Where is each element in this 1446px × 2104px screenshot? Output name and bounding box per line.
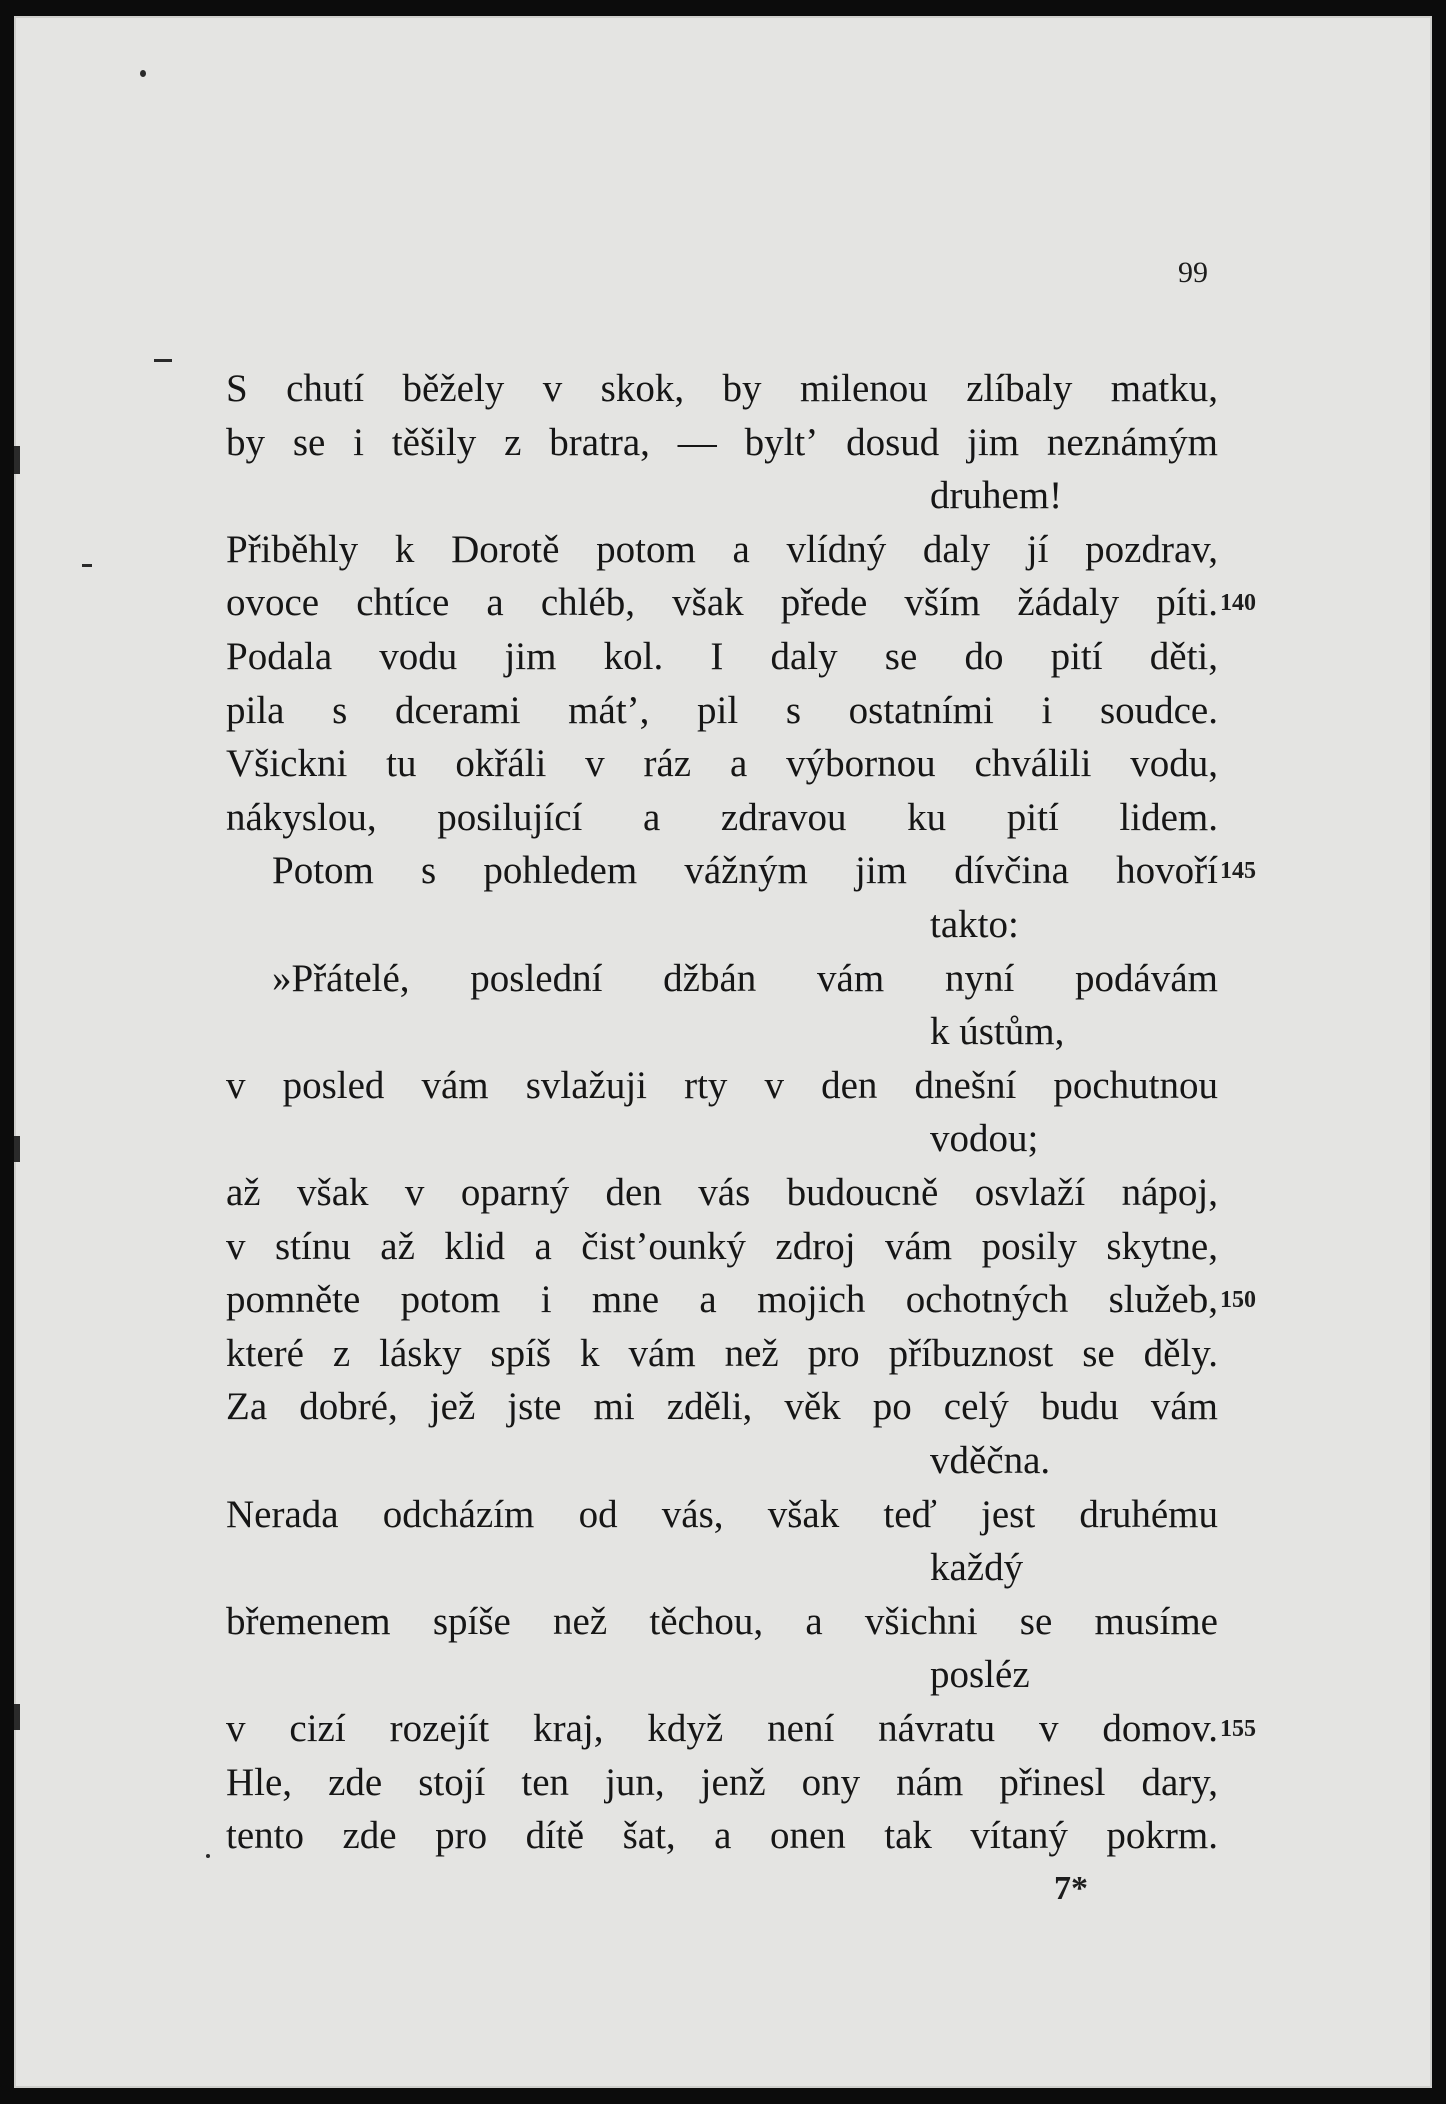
verse-line: v cizí rozejít kraj, když není návratu v domov. <box>226 1707 1218 1750</box>
verse-line: Nerada odcházím od vás, však teď jest druhému <box>226 1493 1218 1536</box>
verse-turnover: vodou; <box>930 1117 1039 1160</box>
verse-line: Přiběhly k Dorotě potom a vlídný daly jí pozdrav, <box>226 528 1218 571</box>
verse-line: pomněte potom i mne a mojich ochotných služeb, <box>226 1278 1218 1321</box>
scan-speck <box>14 1704 20 1730</box>
verse-line: nákyslou, posilující a zdravou ku pití lidem. <box>226 796 1218 839</box>
verse-line: břemenem spíše než těchou, a všichni se musíme <box>226 1600 1218 1643</box>
scan-speck <box>82 564 92 567</box>
scan-speck <box>154 359 172 362</box>
verse-turnover: vděčna. <box>930 1439 1051 1482</box>
verse-line: Podala vodu jim kol. I daly se do pití děti, <box>226 635 1218 678</box>
verse-line: až však v oparný den vás budoucně osvlaží nápoj, <box>226 1171 1218 1214</box>
scan-speck <box>14 1136 20 1162</box>
verse-turnover: takto: <box>930 903 1019 946</box>
verse-turnover: k ústům, <box>930 1010 1065 1053</box>
scan-speck <box>140 70 146 77</box>
line-number: 140 <box>1220 590 1256 616</box>
line-number: 150 <box>1220 1287 1256 1313</box>
verse-line: »Přátelé, poslední džbán vám nyní podávám <box>272 957 1218 1000</box>
verse-turnover: druhem! <box>930 474 1063 517</box>
verse-line: Všickni tu okřáli v ráz a výbornou chválili vodu, <box>226 742 1218 785</box>
scan-speck <box>14 446 20 474</box>
verse-line: Hle, zde stojí ten jun, jenž ony nám přinesl dary, <box>226 1761 1218 1804</box>
verse-line: v posled vám svlažuji rty v den dnešní pochutnou <box>226 1064 1218 1107</box>
verse-turnover: posléz <box>930 1653 1030 1696</box>
verse-line: v stínu až klid a čistʼounký zdroj vám posily skytne, <box>226 1225 1218 1268</box>
verse-line: Za dobré, jež jste mi zděli, věk po celý budu vám <box>226 1385 1218 1428</box>
line-number: 155 <box>1220 1716 1256 1742</box>
page-number: 99 <box>1178 256 1208 289</box>
book-page <box>14 16 1432 2088</box>
verse-line: Potom s pohledem vážným jim dívčina hovoří <box>272 849 1218 892</box>
printer-signature-mark: 7* <box>1054 1870 1088 1907</box>
verse-line: pila s dcerami mátʼ, pil s ostatními i soudce. <box>226 689 1218 732</box>
scan-speck <box>206 1854 210 1858</box>
verse-turnover: každý <box>930 1546 1024 1589</box>
verse-line: které z lásky spíš k vám než pro příbuznost se děly. <box>226 1332 1218 1375</box>
verse-line: tento zde pro dítě šat, a onen tak vítaný pokrm. <box>226 1814 1218 1857</box>
verse-line: S chutí běžely v skok, by milenou zlíbaly matku, <box>226 367 1218 410</box>
verse-line: ovoce chtíce a chléb, však přede vším žádaly píti. <box>226 581 1218 624</box>
verse-line: by se i těšily z bratra, — byltʼ dosud jim neznámým <box>226 421 1218 464</box>
line-number: 145 <box>1220 858 1256 884</box>
